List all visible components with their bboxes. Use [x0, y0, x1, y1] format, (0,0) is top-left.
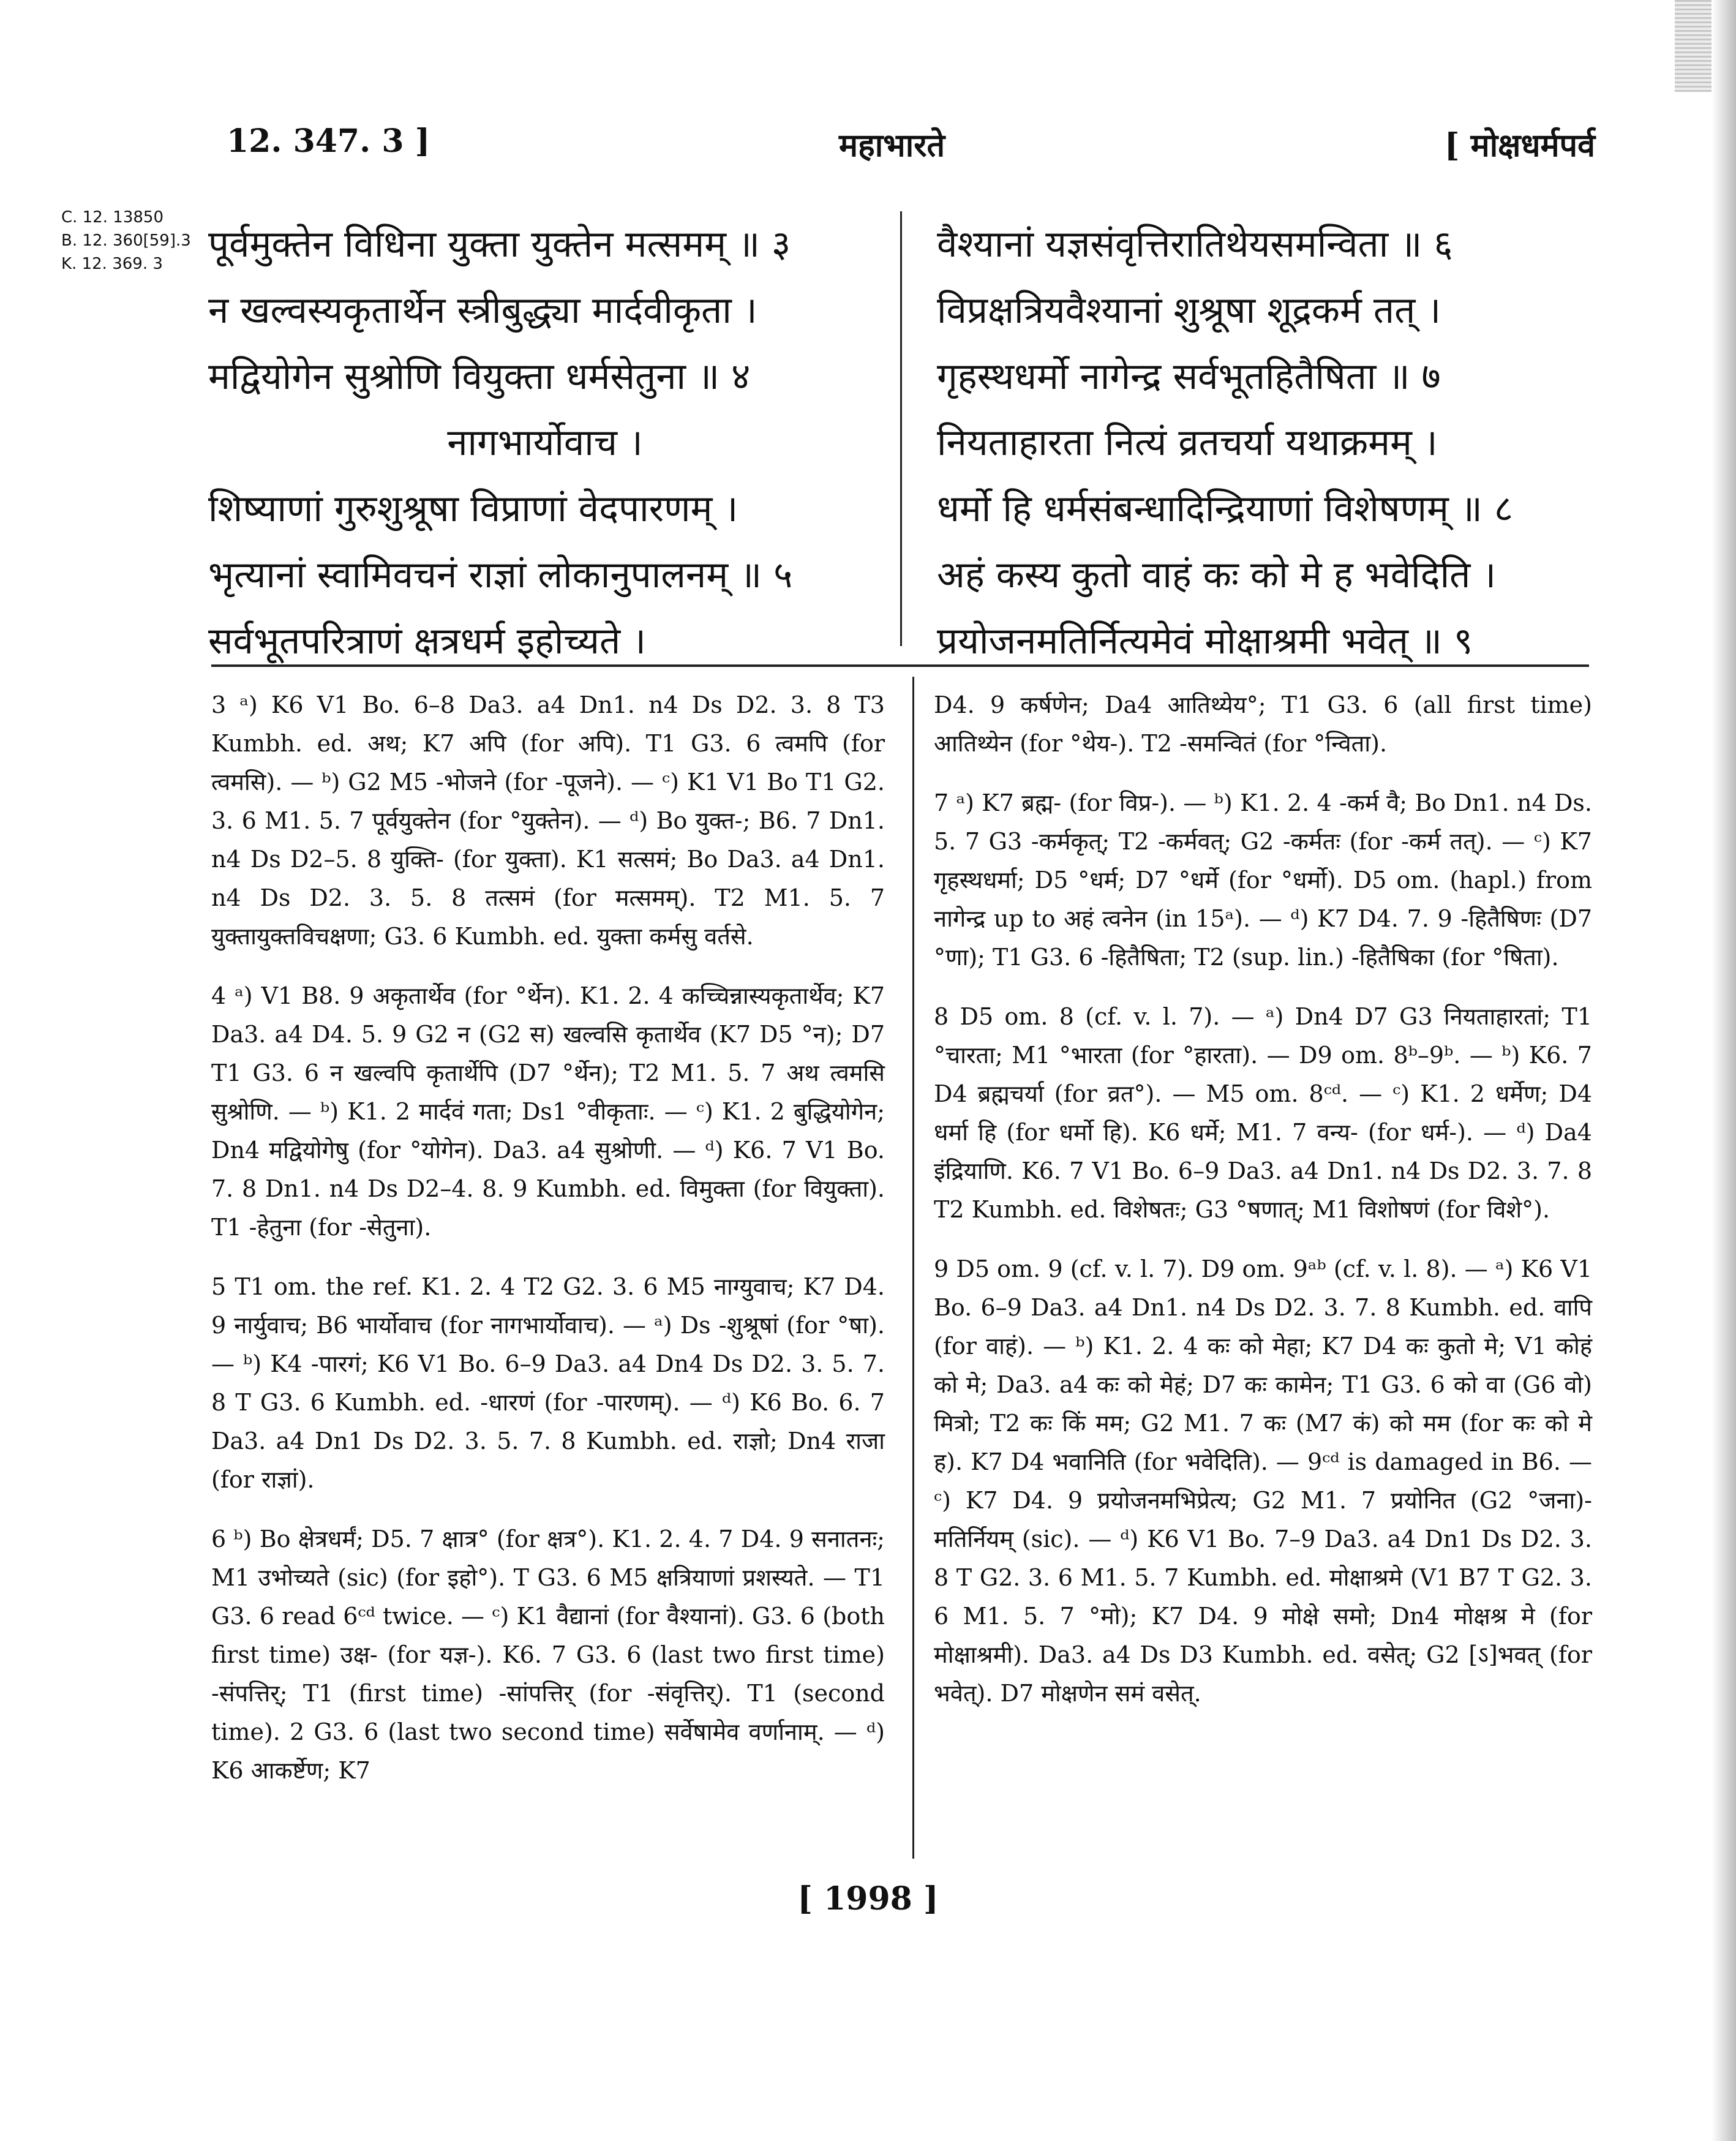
- margin-ref: B. 12. 360[59].3: [61, 231, 191, 250]
- critical-note: 9 D5 om. 9 (cf. v. l. 7). D9 om. 9ᵃᵇ (cf. v. l. 8). — ᵃ) K6 V1 Bo. 6–9 Da3. a4 Dn1. n4 Ds D2. 3. 7. 8 Kumbh. ed. वापि (for वाहं). — ᵇ) K1. 2. 4 कः को मेहा; K7 D4 कः कुतो मे; V1 कोहं को मे; Da3. a4 कः को मेहं; D7 कः कामेन; T1 G3. 6 को वा (G6 वो) मित्रो; T2 कः किं मम; G2 M1. 7 कः (M7 कं) को मम (for कः को मे ह). K7 D4 भवानिति (for भवेदिति). — 9ᶜᵈ is damaged in B6. — ᶜ) K7 D4. 9 प्रयोजनमभिप्रेत्य; G2 M1. 7 प्रयोनित (G2 °जना)-मतिर्नियम् (sic). — ᵈ) K6 V1 Bo. 7–9 Da3. a4 Dn1 Ds D2. 3. 8 T G2. 3. 6 M1. 5. 7 Kumbh. ed. मोक्षाश्रमे (V1 B7 T G2. 3. 6 M1. 5. 7 °मो); K7 D4. 9 मोक्षे समो; Dn4 मोक्षश्र मे (for मोक्षाश्रमी). Da3. a4 Ds D3 Kumbh. ed. वसेत्; G2 [ऽ]भवत् (for भवेत्). D7 मोक्षणेन समं वसेत्.: [934, 1255, 1592, 1707]
- margin-references: [61, 206, 191, 276]
- header-title: महाभारते: [839, 127, 945, 164]
- critical-note: D4. 9 कर्षणेन; Da4 आतिथ्येय°; T1 G3. 6 (all first time) आतिथ्येन (for °थेय-). T2 -समन्वितं (for °न्विता).: [934, 691, 1592, 757]
- scan-edge-shadow: [1712, 0, 1736, 2141]
- header-reference: 12. 347. 3 ]: [227, 122, 430, 160]
- speaker-heading: नागभार्योवाच ।: [447, 421, 643, 464]
- verse-line: शिष्याणां गुरुशुश्रूषा विप्राणां वेदपारणम् ।: [208, 487, 738, 530]
- scan-edge-artifact: [1675, 0, 1712, 92]
- apparatus-column-left: [211, 686, 885, 1811]
- critical-note: 5 T1 om. the ref. K1. 2. 4 T2 G2. 3. 6 M5 नाग्युवाच; K7 D4. 9 नार्युवाच; B6 भार्योवाच (for नागभार्योवाच). — ᵃ) Ds -शुश्रूषां (for °षा). — ᵇ) K4 -पारगं; K6 V1 Bo. 6–9 Da3. a4 Dn4 Ds D2. 3. 5. 7. 8 T G3. 6 Kumbh. ed. -धारणं (for -पारणम्). — ᵈ) K6 Bo. 6. 7 Da3. a4 Dn1 Ds D2. 3. 5. 7. 8 Kumbh. ed. राज्ञो; Dn4 राजा (for राज्ञां).: [211, 1273, 885, 1493]
- verse-line: विप्रक्षत्रियवैश्यानां शुश्रूषा शूद्रकर्म तत् ।: [937, 289, 1441, 332]
- verse-line: नियताहारता नित्यं व्रतचर्या यथाक्रमम् ।: [937, 421, 1438, 464]
- verse-line: सर्वभूतपरित्राणं क्षत्रधर्म इहोच्यते ।: [208, 620, 646, 663]
- verse-line: धर्मो हि धर्मसंबन्धादिन्द्रियाणां विशेषणम् ॥ ८: [937, 487, 1514, 530]
- verse-line: अहं कस्य कुतो वाहं कः को मे ह भवेदिति ।: [937, 554, 1497, 596]
- critical-note: 6 ᵇ) Bo क्षेत्रधर्मं; D5. 7 क्षात्र° (for क्षत्र°). K1. 2. 4. 7 D4. 9 सनातनः; M1 उभोच्यते (sic) (for इहो°). T G3. 6 M5 क्षत्रियाणां प्रशस्यते. — T1 G3. 6 read 6ᶜᵈ twice. — ᶜ) K1 वैद्यानां (for वैश्यानां). G3. 6 (both first time) उक्ष- (for यज्ञ-). K6. 7 G3. 6 (last two first time) -संपत्तिर्; T1 (first time) -सांपत्तिर् (for -संवृत्तिर्). T1 (second time). 2 G3. 6 (last two second time) सर्वेषामेव वर्णानाम्. — ᵈ) K6 आकर्ष्टेण; K7: [211, 1526, 885, 1784]
- column-divider: [900, 211, 902, 646]
- verse-column-left: [208, 211, 882, 674]
- verse-line: प्रयोजनमतिर्नित्यमेवं मोक्षाश्रमी भवेत् ॥ ९: [937, 620, 1473, 663]
- critical-note: 8 D5 om. 8 (cf. v. l. 7). — ᵃ) Dn4 D7 G3 नियताहारतां; T1 °चारता; M1 °भारता (for °हारता). — D9 om. 8ᵇ–9ᵇ. — ᵇ) K6. 7 D4 ब्रह्मचर्या (for व्रत°). — M5 om. 8ᶜᵈ. — ᶜ) K1. 2 धर्मेण; D4 धर्मा हि (for धर्मो हि). K6 धर्मे; M1. 7 वन्य- (for धर्म-). — ᵈ) Da4 इंद्रियाणि. K6. 7 V1 Bo. 6–9 Da3. a4 Dn1. n4 Ds D2. 3. 7. 8 T2 Kumbh. ed. विशेषतः; G3 °षणात्; M1 विशोषणं (for विशे°).: [934, 1003, 1592, 1223]
- header-section: [ मोक्षधर्मपर्व: [1444, 127, 1595, 164]
- critical-note: 7 ᵃ) K7 ब्रह्म- (for विप्र-). — ᵇ) K1. 2. 4 -कर्म वै; Bo Dn1. n4 Ds. 5. 7 G3 -कर्मकृत्; T2 -कर्मवत्; G2 -कर्मतः (for -कर्म तत्). — ᶜ) K7 गृहस्थधर्मा; D5 °धर्म; D7 °धर्मे (for °धर्मो). D5 om. (hapl.) from नागेन्द्र up to अहं त्वनेन (in 15ᵃ). — ᵈ) K7 D4. 7. 9 -हितैषिणः (D7 °णा); T1 G3. 6 -हितैषिता; T2 (sup. lin.) -हितैषिका (for °षिता).: [934, 789, 1592, 971]
- apparatus-column-right: [934, 686, 1592, 1734]
- column-divider: [912, 677, 914, 1859]
- margin-ref: K. 12. 369. 3: [61, 255, 163, 273]
- verse-column-right: [937, 211, 1672, 674]
- page-number: [ 1998 ]: [797, 1880, 939, 1917]
- horizontal-rule: [211, 664, 1589, 667]
- verse-line: वैश्यानां यज्ञसंवृत्तिरातिथेयसमन्विता ॥ ६: [937, 223, 1453, 266]
- verse-line: पूर्वमुक्तेन विधिना युक्ता युक्तेन मत्समम् ॥ ३: [208, 223, 791, 266]
- verse-line: न खल्वस्यकृतार्थेन स्त्रीबुद्ध्या मार्दवीकृता ।: [208, 289, 757, 332]
- verse-line: मद्वियोगेन सुश्रोणि वियुक्ता धर्मसेतुना ॥ ४: [208, 355, 751, 398]
- margin-ref: C. 12. 13850: [61, 208, 164, 227]
- verse-line: गृहस्थधर्मो नागेन्द्र सर्वभूतहितैषिता ॥ ७: [937, 355, 1441, 398]
- critical-note: 4 ᵃ) V1 B8. 9 अकृतार्थेव (for °र्थेन). K1. 2. 4 कच्चिन्नास्यकृतार्थेव; K7 Da3. a4 D4. 5. 9 G2 न (G2 स) खल्वसि कृतार्थेव (K7 D5 °न); D7 T1 G3. 6 न खल्वपि कृतार्थेपि (D7 °र्थेन); T2 M1. 5. 7 अथ त्वमसि सुश्रोणि. — ᵇ) K1. 2 मार्दवं गता; Ds1 °वीकृताः. — ᶜ) K1. 2 बुद्धियोगेन; Dn4 मद्वियोगेषु (for °योगेन). Da3. a4 सुश्रोणी. — ᵈ) K6. 7 V1 Bo. 7. 8 Dn1. n4 Ds D2–4. 8. 9 Kumbh. ed. विमुक्ता (for वियुक्ता). T1 -हेतुना (for -सेतुना).: [211, 982, 885, 1241]
- critical-note: 3 ᵃ) K6 V1 Bo. 6–8 Da3. a4 Dn1. n4 Ds D2. 3. 8 T3 Kumbh. ed. अथ; K7 अपि (for अपि). T1 G3. 6 त्वमपि (for त्वमसि). — ᵇ) G2 M5 -भोजने (for -पूजने). — ᶜ) K1 V1 Bo T1 G2. 3. 6 M1. 5. 7 पूर्वयुक्तेन (for °युक्तेन). — ᵈ) Bo युक्त-; B6. 7 Dn1. n4 Ds D2–5. 8 युक्ति- (for युक्ता). K1 सत्समं; Bo Da3. a4 Dn1. n4 Ds D2. 3. 5. 8 तत्समं (for मत्समम्). T2 M1. 5. 7 युक्तायुक्तविचक्षणा; G3. 6 Kumbh. ed. युक्ता कर्मसु वर्तसे.: [211, 691, 885, 950]
- verse-line: भृत्यानां स्वामिवचनं राज्ञां लोकानुपालनम् ॥ ५: [208, 554, 793, 596]
